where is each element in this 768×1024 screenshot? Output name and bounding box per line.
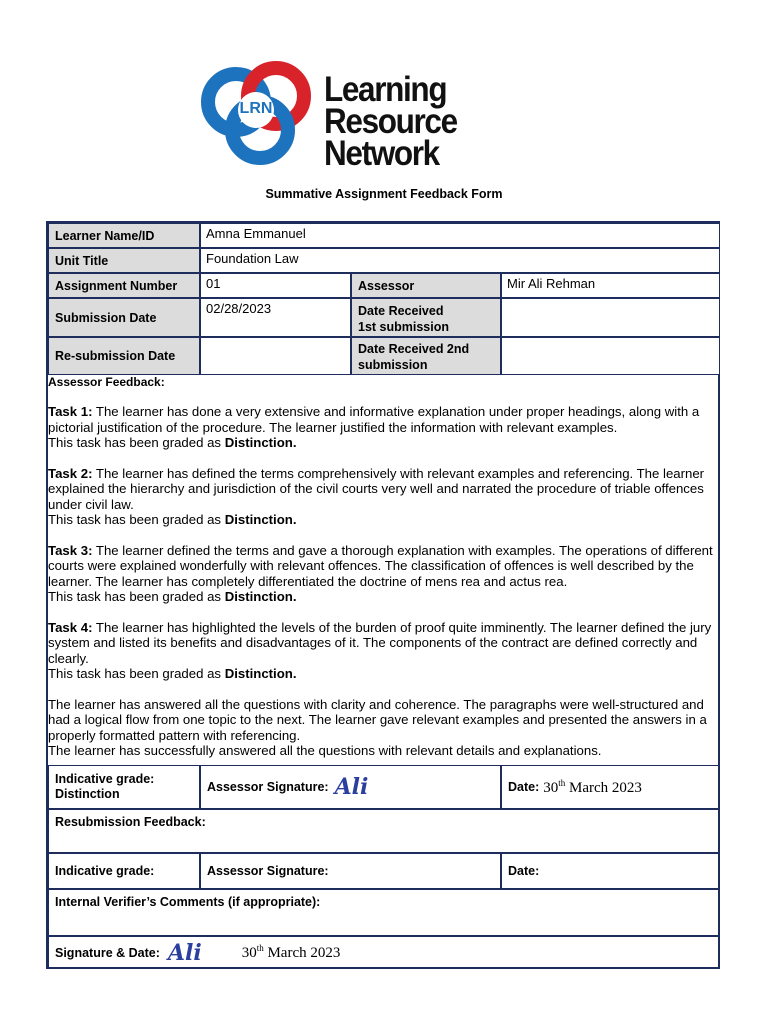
indicative-grade-cell — [48, 765, 200, 809]
summary-2: The learner has successfully answered all the questions with relevant details and explanations. — [48, 743, 602, 759]
date-suffix: th — [558, 777, 566, 788]
assessor-signature-label: Assessor Signature: — [207, 780, 329, 794]
assignment-value: 01 — [200, 273, 351, 298]
date-rest: March 2023 — [565, 779, 642, 796]
feedback-summary — [48, 697, 718, 759]
resub-signature: Assessor Signature: — [200, 853, 501, 889]
task-4-graded: This task has been graded as — [48, 666, 225, 682]
logo-badge: LRN — [239, 100, 273, 117]
received1-label — [351, 298, 501, 337]
received1-label-line1: Date Received — [358, 304, 444, 318]
date-cell — [501, 765, 720, 809]
assessor-value: Mir Ali Rehman — [501, 273, 720, 298]
unit-label: Unit Title — [48, 248, 200, 273]
indicative-grade-value: Distinction — [55, 787, 120, 801]
resub-indicative-grade: Indicative grade: — [48, 853, 200, 889]
resub-date: Date: — [501, 853, 720, 889]
assignment-label: Assignment Number — [48, 273, 200, 298]
verifier-comments: Internal Verifier’s Comments (if appropriate): — [48, 889, 720, 936]
unit-value: Foundation Law — [200, 248, 720, 273]
task-3-graded: This task has been graded as — [48, 589, 225, 605]
verifier-date — [242, 943, 341, 962]
resubmission-label: Re-submission Date — [48, 337, 200, 375]
task-4 — [48, 620, 718, 682]
task-1-label: Task 1: — [48, 404, 93, 420]
received2-label-line2: submission — [358, 358, 428, 372]
received2-value — [501, 337, 720, 375]
task-1-text: The learner has done a very extensive and informative explanation under proper headings, along with a pictorial justification of the procedure. The learner justified the information with relevant examples. — [48, 404, 700, 435]
assessor-feedback — [48, 375, 718, 765]
resubmission-value — [200, 337, 351, 375]
submission-value: 02/28/2023 — [200, 298, 351, 337]
verifier-date-suffix: th — [256, 943, 264, 953]
submission-label: Submission Date — [48, 298, 200, 337]
feedback-form — [46, 221, 720, 969]
date-day: 30 — [543, 779, 559, 796]
task-1-graded: This task has been graded as — [48, 435, 225, 451]
received1-value — [501, 298, 720, 337]
task-3-text: The learner defined the terms and gave a thorough explanation with examples. The operations of different courts were explained wonderfully with relevant offences. The classification of offences is well described by the learner. The learner has completely differentiated the doctrine of mens rea and actus rea. — [48, 543, 713, 589]
task-2-graded: This task has been graded as — [48, 512, 225, 528]
verifier-signature: Ali — [167, 939, 202, 966]
task-4-text: The learner has highlighted the levels of the burden of proof quite imminently. The learner defined the jury system and listed its benefits and disadvantages of it. The components of the contract are defined correctly and clearly. — [48, 620, 712, 666]
verifier-signature-row — [48, 936, 720, 969]
received1-label-line2: 1st submission — [358, 320, 449, 334]
verifier-signature-label: Signature & Date: — [55, 945, 160, 960]
summary-1: The learner has answered all the questions with clarity and coherence. The paragraphs were well-structured and had a logical flow from one topic to the next. The learner gave relevant examples and presented the answers in a properly formatted pattern with referencing. — [48, 697, 707, 743]
task-1 — [48, 404, 718, 450]
received2-label — [351, 337, 501, 375]
task-4-label: Task 4: — [48, 620, 93, 636]
task-3-label: Task 3: — [48, 543, 93, 559]
task-2-label: Task 2: — [48, 466, 93, 482]
task-3 — [48, 543, 718, 605]
learner-label: Learner Name/ID — [48, 223, 200, 248]
feedback-heading: Assessor Feedback: — [48, 375, 165, 389]
learner-value: Amna Emmanuel — [200, 223, 720, 248]
date-label: Date: — [508, 780, 540, 794]
task-4-grade: Distinction. — [224, 666, 297, 682]
assessor-signature-cell — [200, 765, 501, 809]
resubmission-feedback: Resubmission Feedback: — [48, 809, 720, 853]
assessor-label: Assessor — [351, 273, 501, 298]
task-2-grade: Distinction. — [224, 512, 297, 528]
task-3-grade: Distinction. — [224, 589, 297, 605]
logo-line-1: Learning — [324, 70, 447, 109]
lrn-logo — [196, 54, 576, 173]
assessor-signature: Ali — [334, 774, 369, 800]
indicative-grade-label: Indicative grade: — [55, 772, 155, 786]
form-title: Summative Assignment Feedback Form — [265, 187, 503, 201]
task-2 — [48, 466, 718, 528]
logo-wordmark — [324, 70, 551, 173]
logo-line-2: Resource Network — [324, 102, 457, 173]
verifier-date-rest: March 2023 — [263, 945, 341, 961]
task-2-text: The learner has defined the terms comprehensively with relevant examples and referencing. The learner explained the hierarchy and jurisdiction of the civil courts very well and narrated the procedure of triable offences under civil law. — [48, 466, 705, 512]
date-value — [543, 778, 642, 797]
verifier-date-day: 30 — [241, 945, 257, 961]
received2-label-line1: Date Received 2nd — [358, 342, 470, 356]
task-1-grade: Distinction. — [224, 435, 297, 451]
